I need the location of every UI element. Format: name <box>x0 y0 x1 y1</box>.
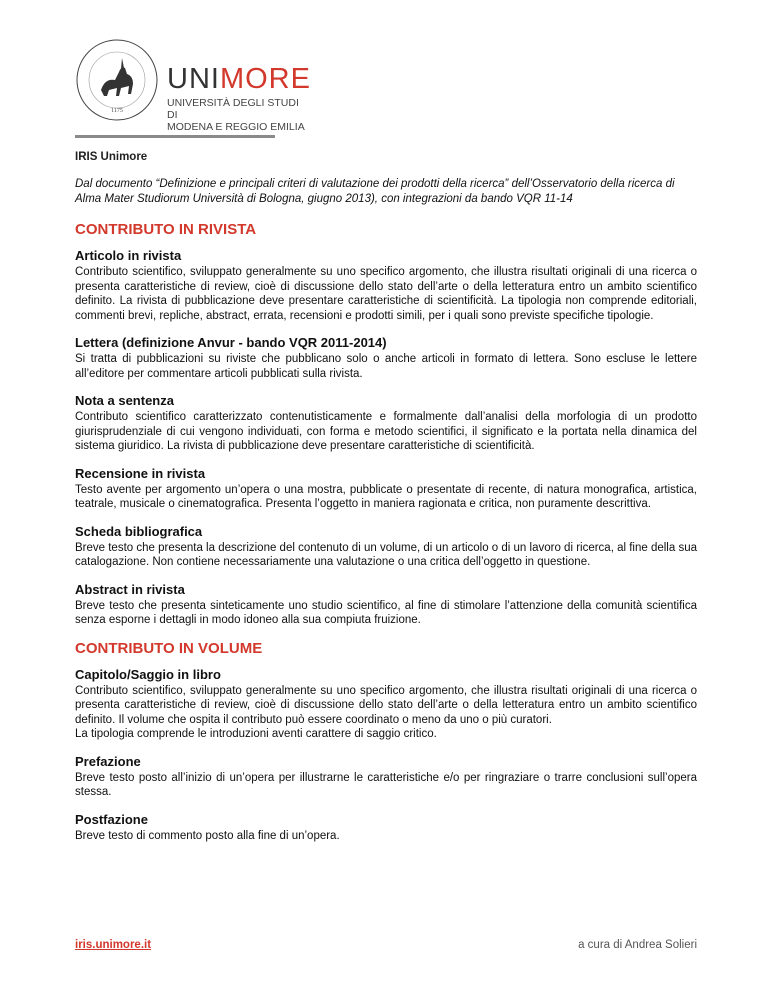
entry-heading: Capitolo/Saggio in libro <box>75 666 221 682</box>
entry <box>75 524 697 570</box>
entry-heading: Postfazione <box>75 811 148 827</box>
section-title: CONTRIBUTO IN RIVISTA <box>75 221 257 238</box>
entry-text: Contributo scientifico, sviluppato generalmente su uno specifico argomento, che illustra risultati originali di una ricerca o presenta caratteristiche di review, cioè di discussione dello stato dell’arte o della letteratura entro un ambito scientifico definito. Il volume che ospita il contributo può essere coordinato o meno da uno o più curatori. La tipologia comprende le introduzioni aventi carattere di saggio critico. <box>75 684 697 740</box>
entry <box>75 582 697 628</box>
entry-heading: Scheda bibliografica <box>75 523 203 539</box>
entry-heading: Lettera (definizione Anvur - bando VQR 2011-2014) <box>75 335 387 350</box>
university-seal-logo <box>75 38 159 122</box>
entry-text: Contributo scientifico, sviluppato generalmente su uno specifico argomento, che illustra risultati originali di una ricerca o presenta caratteristiche di review, cioè di discussione dello stato dell’arte o della letteratura entro un ambito scientifico definito. La rivista di pubblicazione deve presentare caratteristiche di scientificità. La tipologia non comprende editoriali, commenti brevi, repliche, abstract, errata, recensioni e prodotti simili, per i quali sono previste specifiche tipologie. <box>75 266 697 322</box>
section-title: CONTRIBUTO IN VOLUME <box>75 639 263 657</box>
entry-text: Testo avente per argomento un’opera o una mostra, pubblicate o presentate di recente, di natura monografica, artistica, teatrale, musicale o cinematografica. Presenta l’oggetto in maniera ragionata e critica, non puramente descrittiva. <box>75 483 697 510</box>
entry-heading: Recensione in rivista <box>75 465 206 481</box>
entry-heading: Prefazione <box>75 753 141 769</box>
entry-text: Breve testo di commento posto alla fine di un’opera. <box>75 829 340 842</box>
entry-heading: Nota a sentenza <box>75 393 174 408</box>
entry-text: Breve testo che presenta la descrizione del contenuto di un volume, di un articolo o di un lavoro di ricerca, al fine della sua catalogazione. Non contiene necessariamente una valutazione o una critica dell’oggetto in questione. <box>75 541 697 568</box>
entry-text: Breve testo che presenta sinteticamente uno studio scientifico, al fine di stimolare l’attenzione della comunità scientifica senza esporne i dettagli in modo idoneo alla sua compiuta fruizione. <box>75 599 697 626</box>
entry-text: Si tratta di pubblicazioni su riviste che pubblicano solo o anche articoli in formato di lettera. Sono escluse le lettere all’editore per commentare articoli pubblicati sulla rivista. <box>75 353 697 380</box>
entry-heading: Articolo in rivista <box>75 248 182 263</box>
brand-name-prefix: UNI <box>167 63 220 95</box>
entry-heading: Abstract in rivista <box>75 581 185 597</box>
footer-website-link[interactable]: iris.unimore.it <box>75 939 152 951</box>
entry-text: Contributo scientifico caratterizzato contenutisticamente e formalmente dall’analisi della morfologia di un prodotto giurisprudenziale di cui vengono individuati, con forma e metodo scientifici, il significato e la portata nella dinamica del sistema giuridico. La rivista di pubblicazione deve presentare caratteristiche di scientificità. <box>75 411 697 452</box>
repository-label: IRIS Unimore <box>75 151 148 163</box>
university-header <box>75 38 311 138</box>
entry <box>75 754 697 800</box>
svg-text:1175: 1175 <box>111 108 123 114</box>
footer-credit: a cura di Andrea Solieri <box>578 939 697 951</box>
intro-note: Dal documento “Definizione e principali criteri di valutazione dei prodotti della ricerca” dell’Osservatorio della ricerca di Alma Mater Studiorum Università di Bologna, giugno 2013), con integrazioni da bando VQR 11-14 <box>75 178 675 205</box>
entry <box>75 812 697 844</box>
brand-subtitle: UNIVERSITÀ DEGLI STUDI DI MODENA E REGGIO EMILIA <box>167 97 305 133</box>
entry <box>75 667 697 742</box>
brand-name <box>167 64 311 94</box>
header-divider <box>75 135 275 138</box>
brand-name-suffix: MORE <box>219 63 311 95</box>
document-body <box>75 151 697 855</box>
entry <box>75 248 697 323</box>
entry <box>75 466 697 512</box>
entry-text: Breve testo posto all’inizio di un’opera per illustrarne le caratteristiche e/o per ringraziare o trarre conclusioni sull’opera stessa. <box>75 771 697 798</box>
brand-block <box>167 64 311 133</box>
entry <box>75 393 697 454</box>
entry <box>75 335 697 381</box>
